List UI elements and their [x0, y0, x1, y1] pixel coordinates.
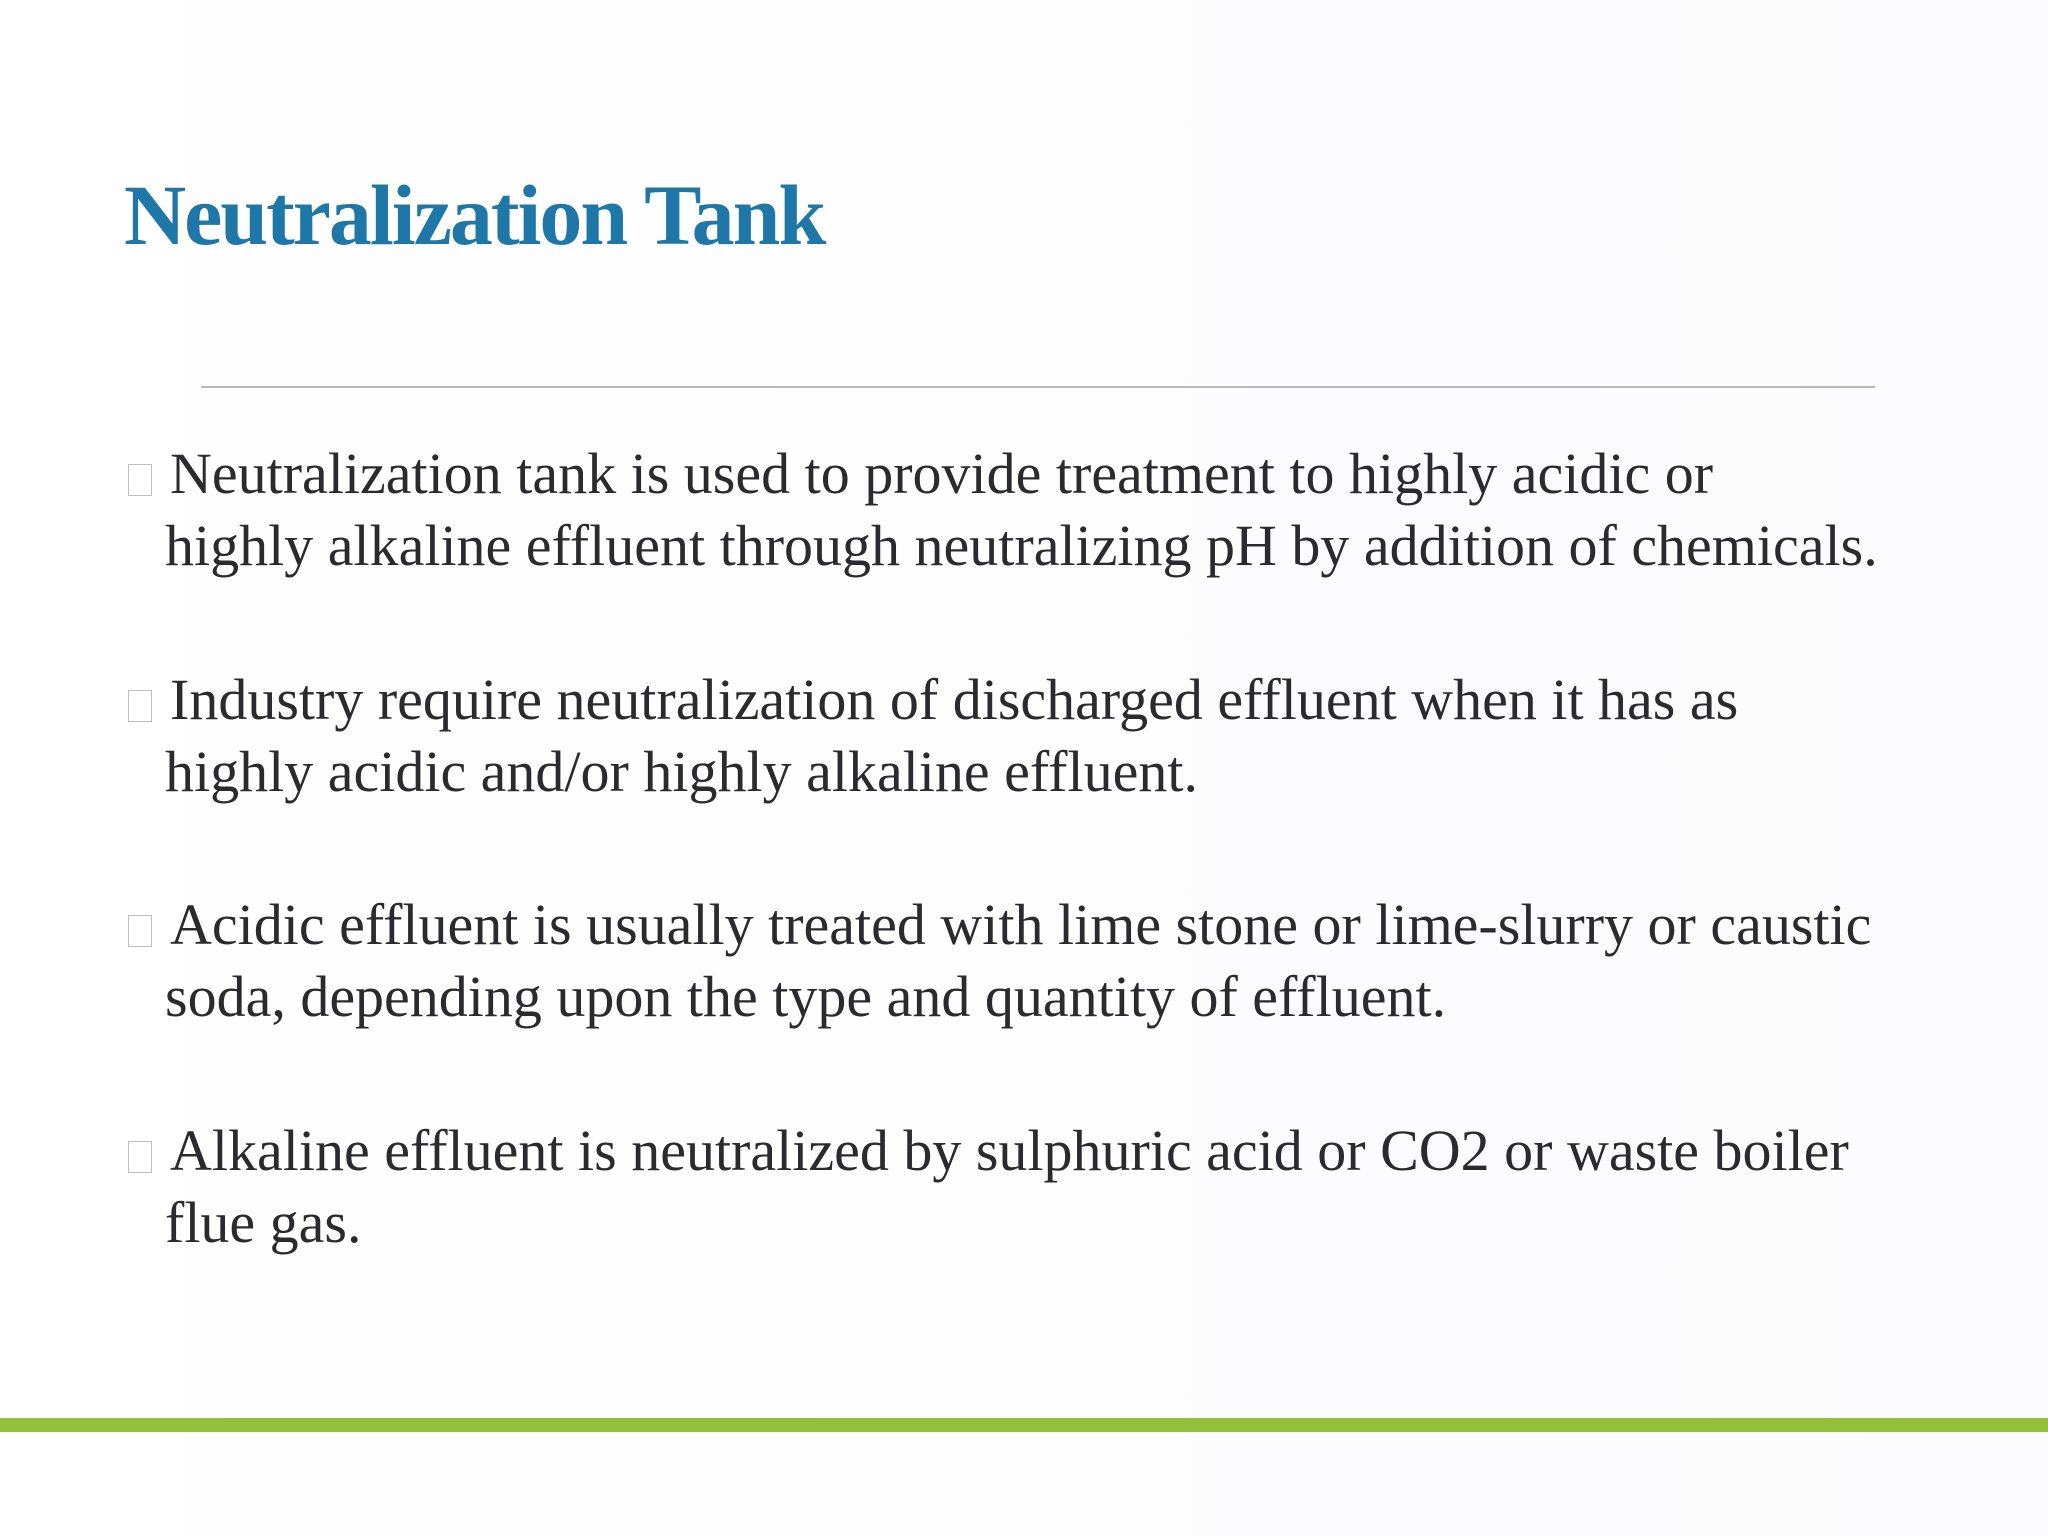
bullet-item	[128, 889, 2008, 1033]
slide-title: Neutralization Tank	[124, 167, 825, 263]
bullet-text-continued: flue gas.	[165, 1190, 362, 1255]
bullet-square-icon	[128, 915, 152, 947]
footer-accent-bar	[0, 1418, 2048, 1432]
bullet-text: Alkaline effluent is neutralized by sulphuric acid or CO2 or waste boiler	[170, 1118, 1849, 1183]
bullet-text: Acidic effluent is usually treated with lime stone or lime-slurry or caustic	[170, 892, 1872, 957]
bullet-square-icon	[128, 1141, 152, 1173]
bullet-text-continued: soda, depending upon the type and quantity of effluent.	[165, 964, 1447, 1029]
bullet-item	[128, 664, 2008, 808]
bullet-text-continued: highly alkaline effluent through neutralizing pH by addition of chemicals.	[165, 513, 1878, 578]
bullet-square-icon	[128, 690, 152, 722]
bullet-text: Industry require neutralization of discharged effluent when it has as	[170, 667, 1739, 732]
bullet-first-line	[128, 889, 2008, 961]
bullet-text-continued: highly acidic and/or highly alkaline effluent.	[165, 739, 1198, 804]
bullet-first-line	[128, 1115, 2008, 1187]
bullet-item	[128, 438, 2008, 582]
bullet-square-icon	[128, 464, 152, 496]
bullet-item	[128, 1115, 2008, 1259]
bullet-first-line	[128, 664, 2008, 736]
bullet-first-line	[128, 438, 2008, 510]
bullet-text: Neutralization tank is used to provide treatment to highly acidic or	[170, 441, 1714, 506]
